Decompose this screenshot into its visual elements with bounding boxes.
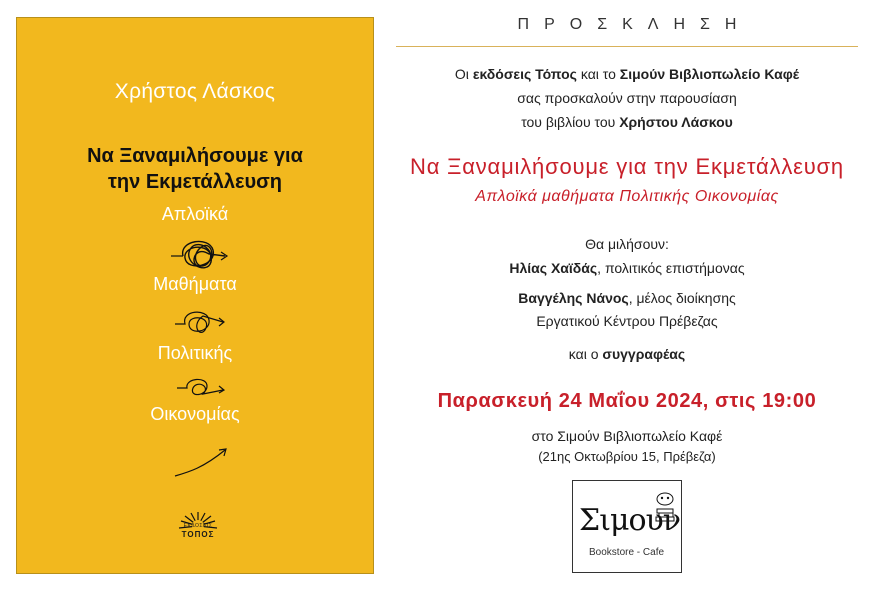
venue-logo xyxy=(572,480,682,573)
intro-line-3 xyxy=(396,114,858,130)
cover-word-1: Απλοϊκά xyxy=(161,204,229,224)
intro-text-2: και το xyxy=(576,66,620,82)
author-speaker xyxy=(396,346,858,362)
scribble-icon-3 xyxy=(173,370,229,406)
speaker-2-role-line2: Εργατικού Κέντρου Πρέβεζας xyxy=(536,313,718,329)
event-venue: στο Σιμούν Βιβλιοπωλείο Καφέ xyxy=(531,428,723,444)
intro-line-2: σας προσκαλούν στην παρουσίαση xyxy=(517,90,737,106)
event-date: Παρασκευή 24 Μαΐου 2024, στις 19:00 xyxy=(437,390,817,412)
intro-text-3: του βιβλίου του xyxy=(521,114,620,130)
speaker-2-role: , μέλος διοίκησης xyxy=(628,290,736,306)
cover-author: Χρήστος Λάσκος xyxy=(114,80,276,103)
event-subtitle: Απλοϊκά μαθήματα Πολιτικής Οικονομίας xyxy=(475,188,779,205)
cover-word-4: Οικονομίας xyxy=(150,404,240,424)
venue-logo-name: Σιμουν xyxy=(579,503,681,538)
speaker-1-name: Ηλίας Χαϊδάς xyxy=(509,260,598,276)
speaker-2 xyxy=(396,290,858,306)
speaker-2-name: Βαγγέλης Νάνος xyxy=(518,290,629,306)
intro-text-1: Οι xyxy=(454,66,473,82)
author-word: συγγραφέας xyxy=(602,346,686,362)
intro-line-1 xyxy=(396,66,858,82)
intro-author: Χρήστου Λάσκου xyxy=(619,114,733,130)
heading-divider xyxy=(396,46,858,47)
speaker-1 xyxy=(396,260,858,276)
publisher-small-label: ΕΚΔΟΣΕΙΣ xyxy=(183,523,213,529)
event-title: Να Ξαναμιλήσουμε για την Εκμετάλλευση xyxy=(410,154,844,179)
cover-word-2: Μαθήματα xyxy=(153,274,237,294)
cover-title-line2: την Εκμετάλλευση xyxy=(108,171,282,193)
scribble-icon-1 xyxy=(167,232,237,276)
cover-title xyxy=(17,143,373,195)
arrow-icon xyxy=(169,442,233,482)
publisher-logo xyxy=(163,508,233,554)
intro-publisher: εκδόσεις Τόπος xyxy=(472,66,577,82)
publisher-name: ΤΟΠΟΣ xyxy=(181,530,215,539)
cover-title-line1: Να Ξαναμιλήσουμε για xyxy=(87,145,303,167)
speaker-1-role: , πολιτικός επιστήμονας xyxy=(597,260,745,276)
scribble-icon-2 xyxy=(171,302,231,342)
event-address: (21ης Οκτωβρίου 15, Πρέβεζα) xyxy=(538,449,716,464)
speakers-label: Θα μιλήσουν: xyxy=(585,236,669,252)
invitation-heading: ΠΡΟΣΚΛΗΣΗ xyxy=(517,16,752,33)
author-prefix: και ο xyxy=(568,346,603,362)
cover-word-3: Πολιτικής xyxy=(157,343,233,363)
book-cover xyxy=(16,17,374,574)
venue-logo-tagline: Bookstore - Cafe xyxy=(589,547,665,558)
bookstack-icon xyxy=(653,489,679,523)
intro-venue: Σιμούν Βιβλιοπωλείο Καφέ xyxy=(619,66,800,82)
